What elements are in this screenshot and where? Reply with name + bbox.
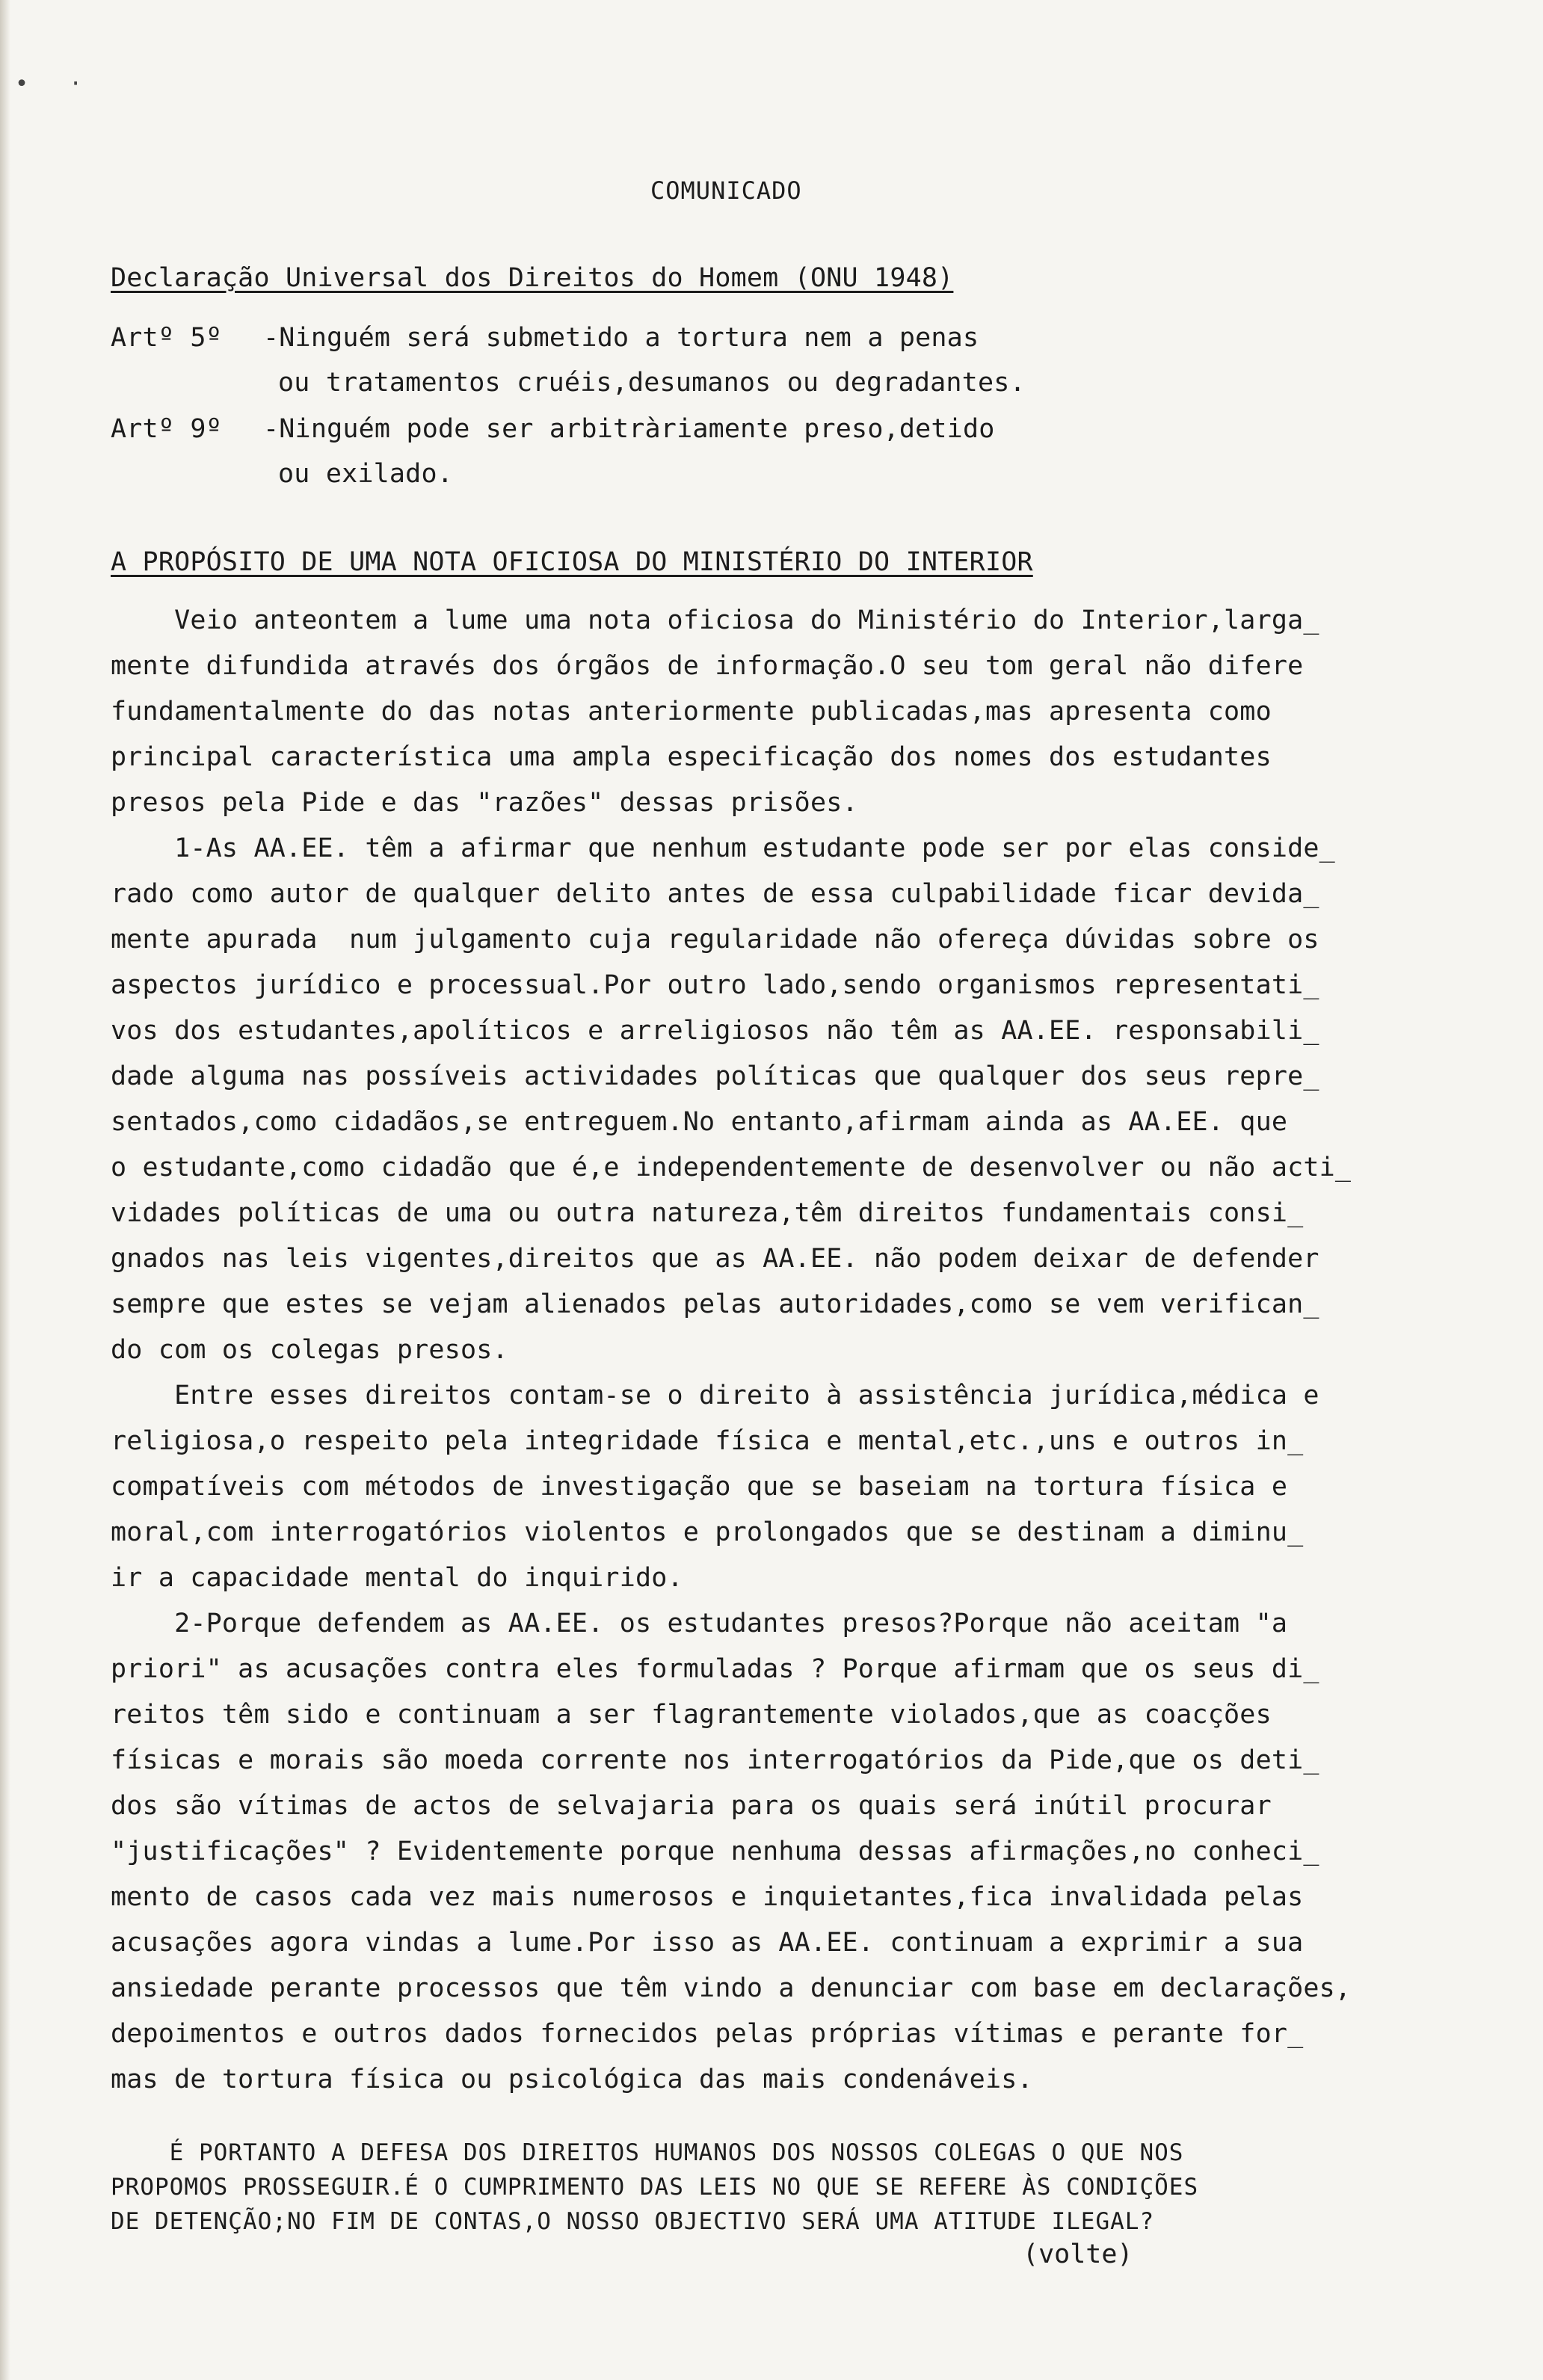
body-line: dade alguma nas possíveis actividades políticas que qualquer dos seus repre_ <box>111 1061 1319 1091</box>
volte-note: (volte) <box>1023 2239 1133 2269</box>
body-line: acusações agora vindas a lume.Por isso as AA.EE. continuam a exprimir a sua <box>111 1928 1304 1958</box>
body-line: mento de casos cada vez mais numerosos e inquietantes,fica invalidada pelas <box>111 1882 1304 1912</box>
body-line: sempre que estes se vejam alienados pelas autoridades,como se vem verifican_ <box>111 1289 1319 1319</box>
article-5-line-2: ou tratamentos cruéis,desumanos ou degradantes. <box>278 368 1026 398</box>
body-line: mas de tortura física ou psicológica das mais condenáveis. <box>111 2065 1033 2094</box>
closing-line: PROPOMOS PROSSEGUIR.É O CUMPRIMENTO DAS LEIS NO QUE SE REFERE ÀS CONDIÇÕES <box>111 2174 1199 2201</box>
closing-line: É PORTANTO A DEFESA DOS DIREITOS HUMANOS DOS NOSSOS COLEGAS O QUE NOS <box>111 2139 1184 2166</box>
article-9-line-2: ou exilado. <box>278 459 453 489</box>
body-line: Veio anteontem a lume uma nota oficiosa do Ministério do Interior,larga_ <box>111 605 1319 635</box>
closing-line: DE DETENÇÃO;NO FIM DE CONTAS,O NOSSO OBJECTIVO SERÁ UMA ATITUDE ILEGAL? <box>111 2208 1155 2235</box>
section-heading: A PROPÓSITO DE UMA NOTA OFICIOSA DO MINISTÉRIO DO INTERIOR <box>111 547 1033 577</box>
body-line: físicas e morais são moeda corrente nos interrogatórios da Pide,que os deti_ <box>111 1745 1319 1775</box>
page-edge-shadow <box>0 0 10 2380</box>
body-line: ansiedade perante processos que têm vindo a denunciar com base em declarações, <box>111 1973 1352 2003</box>
body-line: mente apurada num julgamento cuja regularidade não ofereça dúvidas sobre os <box>111 925 1319 955</box>
body-line: sentados,como cidadãos,se entreguem.No entanto,afirmam ainda as AA.EE. que <box>111 1107 1288 1137</box>
article-9-label: Artº 9º <box>111 414 222 444</box>
body-line: ir a capacidade mental do inquirido. <box>111 1563 683 1593</box>
body-line: "justificações" ? Evidentemente porque nenhuma dessas afirmações,no conheci_ <box>111 1837 1319 1866</box>
body-line: depoimentos e outros dados fornecidos pelas próprias vítimas e perante for_ <box>111 2019 1304 2049</box>
body-line: do com os colegas presos. <box>111 1335 508 1365</box>
body-line: aspectos jurídico e processual.Por outro lado,sendo organismos representati_ <box>111 970 1319 1000</box>
declaration-heading: Declaração Universal dos Direitos do Homem (ONU 1948) <box>111 263 954 293</box>
body-line: moral,com interrogatórios violentos e prolongados que se destinam a diminu_ <box>111 1517 1304 1547</box>
body-line: rado como autor de qualquer delito antes de essa culpabilidade ficar devida_ <box>111 879 1319 909</box>
body-line: vos dos estudantes,apolíticos e arreligiosos não têm as AA.EE. responsabili_ <box>111 1016 1319 1046</box>
body-line: compatíveis com métodos de investigação que se baseiam na tortura física e <box>111 1472 1288 1502</box>
body-line: o estudante,como cidadão que é,e independentemente de desenvolver ou não acti_ <box>111 1153 1352 1183</box>
body-line: presos pela Pide e das "razões" dessas prisões. <box>111 788 858 818</box>
body-line: 1-As AA.EE. têm a afirmar que nenhum estudante pode ser por elas conside_ <box>111 833 1335 863</box>
body-line: Entre esses direitos contam-se o direito à assistência jurídica,médica e <box>111 1381 1319 1411</box>
body-line: 2-Porque defendem as AA.EE. os estudantes presos?Porque não aceitam "a <box>111 1609 1288 1638</box>
article-5-label: Artº 5º <box>111 323 222 353</box>
document-title: COMUNICADO <box>650 176 802 205</box>
body-line: mente difundida através dos órgãos de informação.O seu tom geral não difere <box>111 651 1304 681</box>
body-line: reitos têm sido e continuam a ser flagrantemente violados,que as coacções <box>111 1700 1272 1730</box>
body-line: fundamentalmente do das notas anteriormente publicadas,mas apresenta como <box>111 697 1272 727</box>
body-line: gnados nas leis vigentes,direitos que as AA.EE. não podem deixar de defender <box>111 1244 1319 1274</box>
body-line: principal característica uma ampla especificação dos nomes dos estudantes <box>111 742 1272 772</box>
body-line: religiosa,o respeito pela integridade física e mental,etc.,uns e outros in_ <box>111 1426 1304 1456</box>
corner-mark: • · <box>15 71 96 97</box>
article-5-line-1: -Ninguém será submetido a tortura nem a penas <box>263 323 979 353</box>
body-line: dos são vítimas de actos de selvajaria para os quais será inútil procurar <box>111 1791 1272 1821</box>
body-line: vidades políticas de uma ou outra natureza,têm direitos fundamentais consi_ <box>111 1198 1304 1228</box>
body-line: priori" as acusações contra eles formuladas ? Porque afirmam que os seus di_ <box>111 1654 1319 1684</box>
article-9-line-1: -Ninguém pode ser arbitràriamente preso,detido <box>263 414 995 444</box>
